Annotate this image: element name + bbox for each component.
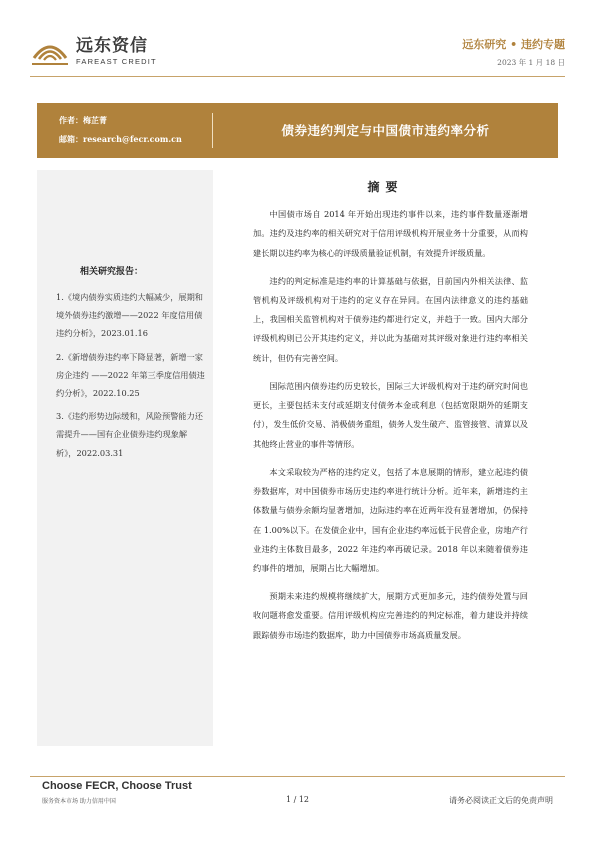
header-divider [30, 76, 565, 77]
abstract-paragraph: 预期未来违约规模将继续扩大，展期方式更加多元，违约债券处置与回收问题将愈发重要。信用评级机构应完善违约的判定标准，着力建设并持续跟踪债券市场违约数据库，助力中国债券市场高质量发展。 [253, 591, 528, 640]
footer-slogan: Choose FECR, Choose Trust [42, 780, 192, 792]
related-reports-sidebar [37, 170, 213, 746]
related-report-item: 3.《违约形势边际缓和，风险预警能力还需提升——国有企业债券违约现象解析》，2022.03.31 [56, 411, 203, 458]
abstract-paragraph: 本文采取较为严格的违约定义，包括了本息展期的情形，建立起违约债券数据库，对中国债券市场历史违约率进行统计分析。近年来，新增违约主体数量与债券余额均显著增加，边际违约率在近两年没有显著增加，仍保持在 1.00%以下。在发债企业中，国有企业违约率远低于民营企业，房地产行业违约主体数目最多，2022 年违约率再破记录。2018 年以来随着债券违约事件的增加，展期占比大幅增加。 [253, 466, 528, 574]
company-logo [30, 34, 157, 68]
abstract-paragraph: 中国债市场自 2014 年开始出现违约事件以来，违约事件数量逐渐增加。违约及违约率的相关研究对于信用评级机构开展业务十分重要，从而构建长期以违约率为核心的评级质量验证机制，有效提升评级质量。 [253, 209, 528, 258]
footer-divider [30, 776, 565, 777]
report-date: 2023 年 1 月 18 日 [497, 58, 565, 67]
logo-english-name: FAREAST CREDIT [76, 56, 157, 66]
disclaimer-note: 请务必阅读正文后的免责声明 [449, 796, 553, 805]
page-number: 1 / 12 [285, 795, 310, 804]
abstract-heading: 摘要 [367, 180, 404, 194]
email-line: 邮箱：research@fecr.com.cn [59, 134, 182, 144]
abstract-paragraph: 国际范围内债券违约历史较长，国际三大评级机构对于违约研究时间也更长，主要包括未支付或延期支付债务本金或利息（包括宽限期外的延期支付），发生低价交易、消极债务重组，债务人发生破产、监管接管、清算以及其他终止营业的事件等情形。 [253, 380, 528, 449]
report-title: 债券违约判定与中国债市违约率分析 [281, 123, 490, 138]
related-reports-list [56, 288, 206, 467]
author-line: 作者：梅芷菁 [59, 115, 107, 125]
report-series-tag: 远东研究 • 违约专题 [462, 38, 565, 51]
fareast-logo-icon [30, 34, 70, 68]
title-banner [37, 103, 558, 158]
logo-chinese-name: 远东资信 [76, 35, 148, 56]
abstract-paragraph: 违约的判定标准是违约率的计算基础与依据，目前国内外相关法律、监管机构及评级机构对于违约的定义存在异同。在国内法律意义的违约基础上，我国相关监管机构对于债券违约都进行定义，并趋于一致。国内大部分评级机构则已公开其违约定义，并以此为基础对其评级对象进行违约率相关统计，但仍有完善空间。 [253, 275, 528, 363]
related-report-item: 2.《新增债券违约率下降显著，新增一家房企违约 ——2022 年第三季度信用债违约分析》，2022.10.25 [56, 351, 205, 399]
related-reports-title: 相关研究报告： [80, 267, 144, 277]
related-report-item: 1.《境内债券实质违约大幅减少，展期和境外债券违约激增——2022 年度信用债违约分析》，2023.01.16 [56, 292, 203, 339]
footer-subslogan: 服务资本市场 助力信用中国 [42, 798, 116, 805]
abstract-body [253, 205, 528, 654]
